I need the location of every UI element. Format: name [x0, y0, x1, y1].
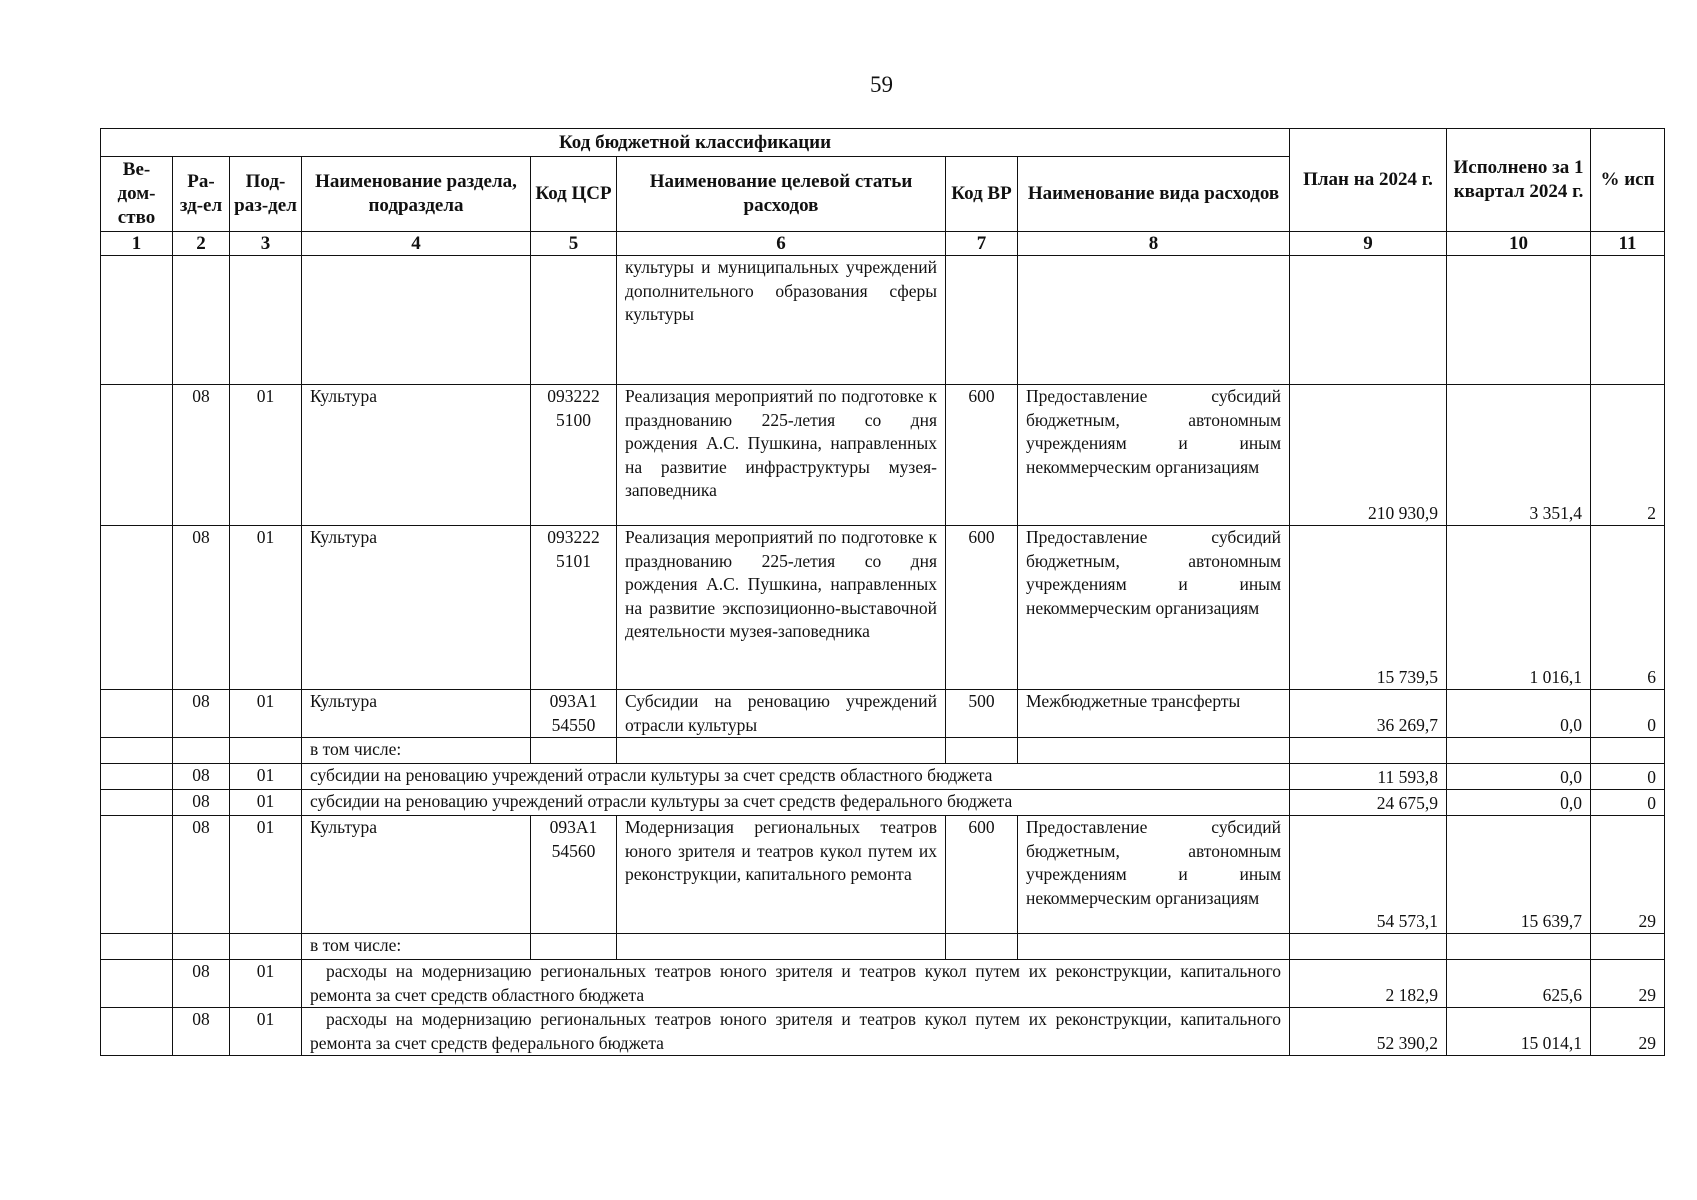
col-num: 7	[946, 232, 1018, 256]
vr-code-cell: 600	[946, 526, 1018, 690]
subitem-text-cell: субсидии на реновацию учреждений отрасли культуры за счет средств федерального бюджета	[302, 790, 1290, 816]
col-num: 1	[101, 232, 173, 256]
percent-cell: 0	[1591, 764, 1665, 790]
subsection-cell: 01	[230, 385, 302, 526]
table-row	[101, 385, 1665, 526]
header-csr-code: Код ЦСР	[531, 157, 617, 232]
table-row	[101, 790, 1665, 816]
plan-cell: 36 269,7	[1290, 690, 1447, 738]
expense-type-cell: Предоставление субсидий бюджетным, автономным учреждениям и иным некоммерческим организациям	[1018, 816, 1290, 934]
executed-cell: 1 016,1	[1447, 526, 1591, 690]
header-budget-classification: Код бюджетной классификации	[101, 129, 1290, 157]
section-name-cell: Культура	[302, 816, 531, 934]
subsection-cell: 01	[230, 790, 302, 816]
table-row	[101, 690, 1665, 738]
col-num: 9	[1290, 232, 1447, 256]
section-cell: 08	[173, 764, 230, 790]
including-label: в том числе:	[302, 934, 531, 960]
header-section-name: Наименование раздела, подраздела	[302, 157, 531, 232]
table-row	[101, 738, 1665, 764]
including-label: в том числе:	[302, 738, 531, 764]
vr-code-cell: 600	[946, 816, 1018, 934]
table-row	[101, 764, 1665, 790]
section-cell: 08	[173, 960, 230, 1008]
plan-cell: 2 182,9	[1290, 960, 1447, 1008]
col-num: 6	[617, 232, 946, 256]
header-section: Ра-зд-ел	[173, 157, 230, 232]
table-row	[101, 1008, 1665, 1056]
section-cell: 08	[173, 1008, 230, 1056]
executed-cell: 0,0	[1447, 764, 1591, 790]
percent-cell: 29	[1591, 960, 1665, 1008]
section-cell: 08	[173, 690, 230, 738]
header-department: Ве-дом-ство	[101, 157, 173, 232]
header-target-name: Наименование целевой статьи расходов	[617, 157, 946, 232]
subsection-cell: 01	[230, 526, 302, 690]
plan-cell: 52 390,2	[1290, 1008, 1447, 1056]
target-name-cell: Реализация мероприятий по подготовке к празднованию 225-летия со дня рождения А.С. Пушкина, направленных на развитие инфраструктуры музея-заповедника	[617, 385, 946, 526]
table-row	[101, 816, 1665, 934]
section-name-cell: Культура	[302, 526, 531, 690]
percent-cell: 29	[1591, 816, 1665, 934]
subsection-cell: 01	[230, 764, 302, 790]
csr-code-cell: 093222 5100	[531, 385, 617, 526]
header-plan: План на 2024 г.	[1290, 129, 1447, 232]
col-num: 10	[1447, 232, 1591, 256]
table-row	[101, 256, 1665, 385]
executed-cell: 0,0	[1447, 690, 1591, 738]
percent-cell: 0	[1591, 790, 1665, 816]
section-name-cell: Культура	[302, 690, 531, 738]
header-subsection: Под-раз-дел	[230, 157, 302, 232]
header-vr-code: Код ВР	[946, 157, 1018, 232]
executed-cell: 15 639,7	[1447, 816, 1591, 934]
target-name-cell: Модернизация региональных театров юного зрителя и театров кукол путем их реконструкции, капитального ремонта	[617, 816, 946, 934]
executed-cell: 0,0	[1447, 790, 1591, 816]
csr-code-cell: 093А1 54550	[531, 690, 617, 738]
executed-cell: 3 351,4	[1447, 385, 1591, 526]
col-num: 5	[531, 232, 617, 256]
plan-cell: 210 930,9	[1290, 385, 1447, 526]
percent-cell: 6	[1591, 526, 1665, 690]
plan-cell: 24 675,9	[1290, 790, 1447, 816]
col-num: 3	[230, 232, 302, 256]
target-name-cell: Субсидии на реновацию учреждений отрасли культуры	[617, 690, 946, 738]
col-num: 11	[1591, 232, 1665, 256]
header-expense-type: Наименование вида расходов	[1018, 157, 1290, 232]
plan-cell: 15 739,5	[1290, 526, 1447, 690]
executed-cell: 15 014,1	[1447, 1008, 1591, 1056]
column-numbers-row	[101, 232, 1665, 256]
subitem-text-cell: субсидии на реновацию учреждений отрасли культуры за счет средств областного бюджета	[302, 764, 1290, 790]
subitem-text-cell: расходы на модернизацию региональных театров юного зрителя и театров кукол путем их реконструкции, капитального ремонта за счет средств федерального бюджета	[302, 1008, 1290, 1056]
plan-cell: 54 573,1	[1290, 816, 1447, 934]
header-group-row	[101, 129, 1665, 157]
expense-type-cell: Межбюджетные трансферты	[1018, 690, 1290, 738]
plan-cell: 11 593,8	[1290, 764, 1447, 790]
table-row	[101, 934, 1665, 960]
target-name-cell: Реализация мероприятий по подготовке к празднованию 225-летия со дня рождения А.С. Пушкина, направленных на развитие экспозиционно-выставочной деятельности музея-заповедника	[617, 526, 946, 690]
percent-cell: 29	[1591, 1008, 1665, 1056]
subsection-cell: 01	[230, 1008, 302, 1056]
target-name-cell: культуры и муниципальных учреждений дополнительного образования сферы культуры	[617, 256, 946, 385]
header-percent: % исп	[1591, 129, 1665, 232]
subsection-cell: 01	[230, 690, 302, 738]
header-executed: Исполнено за 1 квартал 2024 г.	[1447, 129, 1591, 232]
col-num: 2	[173, 232, 230, 256]
section-cell: 08	[173, 816, 230, 934]
subsection-cell: 01	[230, 960, 302, 1008]
page-number: 59	[870, 72, 893, 97]
expense-type-cell: Предоставление субсидий бюджетным, автономным учреждениям и иным некоммерческим организациям	[1018, 385, 1290, 526]
col-num: 8	[1018, 232, 1290, 256]
csr-code-cell: 093А1 54560	[531, 816, 617, 934]
percent-cell: 0	[1591, 690, 1665, 738]
vr-code-cell: 600	[946, 385, 1018, 526]
section-name-cell: Культура	[302, 385, 531, 526]
budget-table	[100, 128, 1665, 1056]
expense-type-cell: Предоставление субсидий бюджетным, автономным учреждениям и иным некоммерческим организациям	[1018, 526, 1290, 690]
section-cell: 08	[173, 526, 230, 690]
table-row	[101, 960, 1665, 1008]
csr-code-cell: 093222 5101	[531, 526, 617, 690]
subsection-cell: 01	[230, 816, 302, 934]
section-cell: 08	[173, 385, 230, 526]
col-num: 4	[302, 232, 531, 256]
section-cell: 08	[173, 790, 230, 816]
subitem-text-cell: расходы на модернизацию региональных театров юного зрителя и театров кукол путем их реконструкции, капитального ремонта за счет средств областного бюджета	[302, 960, 1290, 1008]
executed-cell: 625,6	[1447, 960, 1591, 1008]
table-row	[101, 526, 1665, 690]
vr-code-cell: 500	[946, 690, 1018, 738]
percent-cell: 2	[1591, 385, 1665, 526]
